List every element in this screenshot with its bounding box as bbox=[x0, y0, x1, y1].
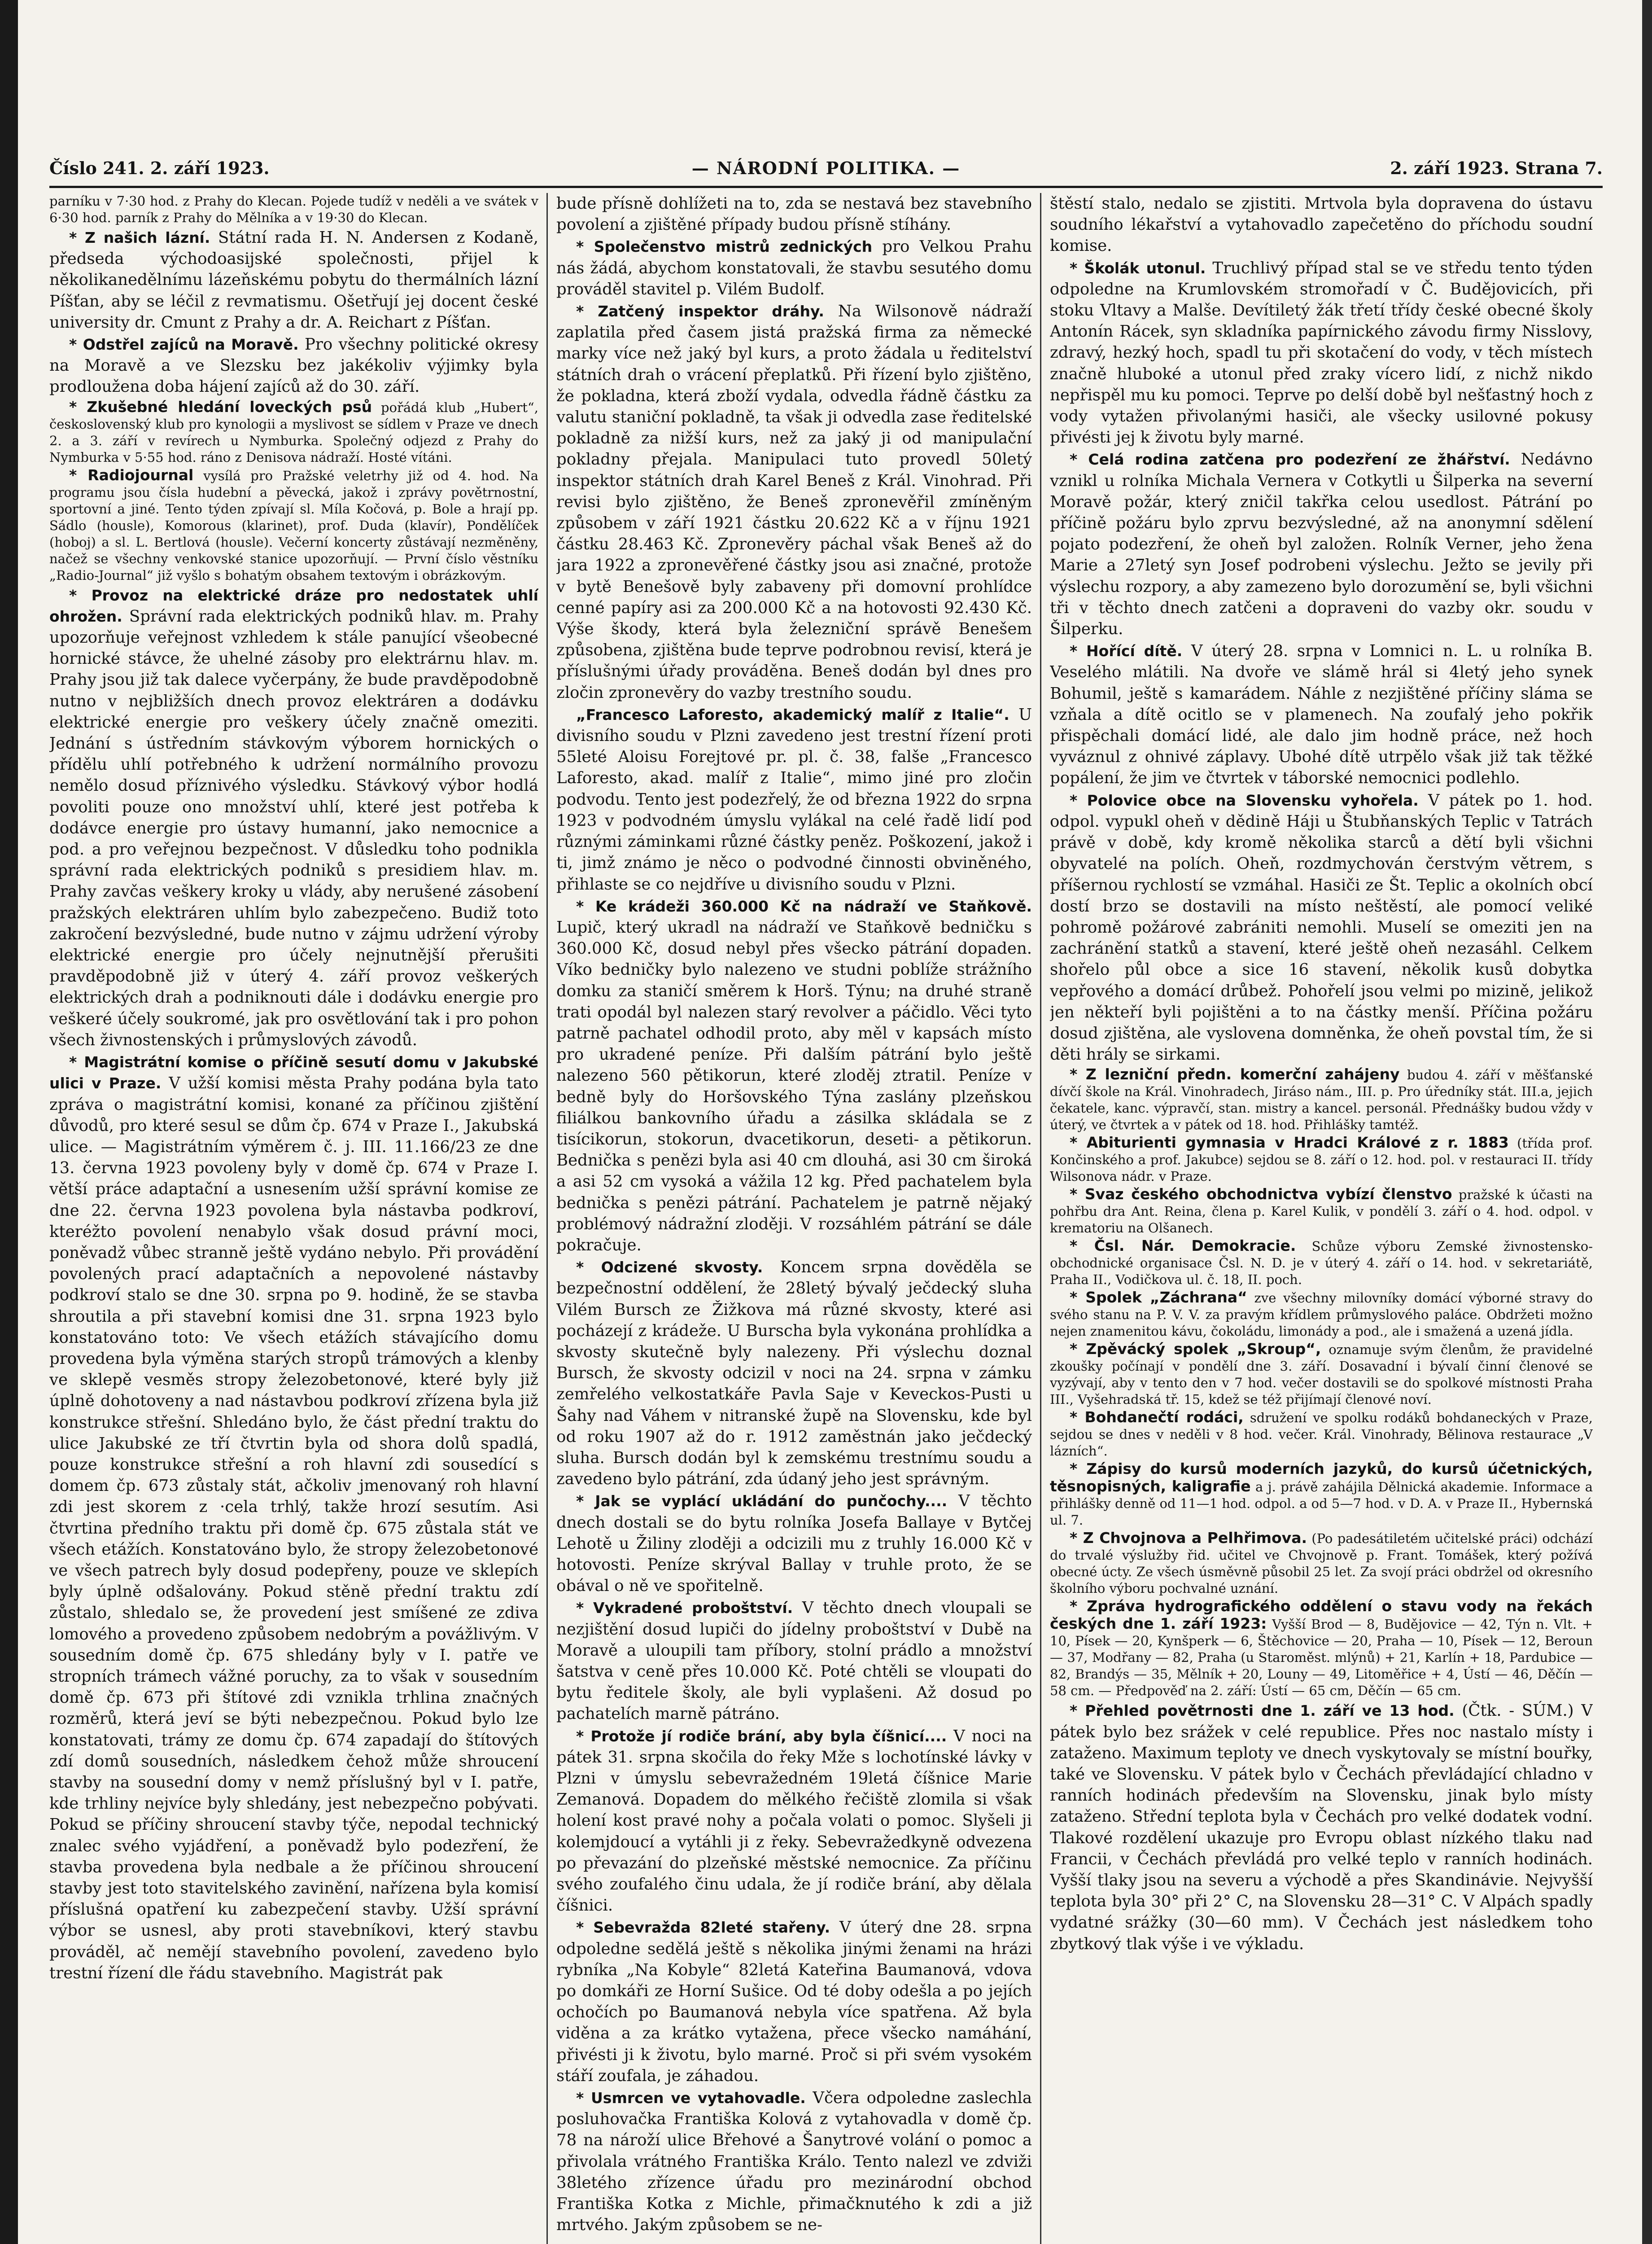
article-body: (třída prof. Končinského a prof. Jakubce) sejdou se 8. září o 12. hod. pol. v restauraci II. třídy Wilsonova nádr. v Praze. bbox=[1050, 1135, 1593, 1184]
article-headline: * Magistrátní komise o příčině sesutí domu v Jakubské ulici v Praze. bbox=[49, 1053, 538, 1092]
article-body: pražské k účasti na pohřbu dra Ant. Reina, člena p. Karel Kulik, v pondělí 3. září o 4. hod. odpol. v krematoriu na Olšanech. bbox=[1050, 1187, 1593, 1236]
article-headline: * Z Chvojnova a Pelhřimova. bbox=[1070, 1529, 1307, 1547]
article bbox=[49, 227, 538, 333]
header-rule bbox=[49, 186, 1603, 188]
article-body: Nedávno vznikl u rolníka Michala Vernera v Cotkytli u Šilperka na severní Moravě požár, který zničil takřka celou usedlost. Pátrání po příčině požáru bylo zprvu bezvýsledné, až na anonymní sdělení pojato podezření, že oheň byl založen. Rolník Verner, jeho žena Marie a 27letý syn Josef podrobeni výslechu. Ježto se jevily při výslechu rozpory, a aby zamezeno bylo dorozumění se, byli všichni tři v těchto dnech zatčeni a dopraveni do vazby okr. soudu v Šilperku. bbox=[1050, 450, 1593, 639]
article bbox=[1050, 1289, 1593, 1340]
article bbox=[49, 193, 538, 226]
issue-info: Číslo 241. 2. září 1923. bbox=[49, 158, 270, 178]
article-body: pořádá klub „Hubert“, československý klub pro kynologii a myslivost se sídlem v Praze ve dnech 2. a 3. září v revírech u Nymburka. Společný odjezd z Prahy do Nymburka v 5·55 hod. ráno z Denisova nádraží. Hosté vítáni. bbox=[49, 399, 538, 465]
scan-edge-right bbox=[1642, 0, 1652, 2244]
article-body: V těchto dnech vloupali se nezjištění dosud lupiči do jídelny proboštství v Dubě na Moravě a uloupili tam příbory, stolní prádlo a množství šatstva v ceně přes 10.000 Kč. Poté chtěli se vloupati do bytu ředitele školy, ale byli vyplašeni. Až dosud po pachatelích marně pátráno. bbox=[556, 1599, 1032, 1723]
article-body: Schůze výboru Zemské živnostensko-obchodnické organisace Čsl. N. D. je v úterý 4. září o 14. hod. v sekretariátě, Praha II., Vodičkova ul. č. 18, II. poch. bbox=[1050, 1239, 1593, 1288]
article bbox=[1050, 1134, 1593, 1185]
article-body: V úterý 28. srpna v Lomnici n. L. u rolníka B. Veselého mlátili. Na dvoře ve slámě hrál si 4letý jeho synek Bohumil, ještě s kamarádem. Náhle z nezjištěné příčiny sláma se vzňala a dítě ocitlo se v plamenech. Na zoufalý jeho pokřik přispěchali domácí lidé, ale dalo jim hodně práce, než hoch vyváznul z ohnivé záplavy. Ubohé dítě utrpělo však již tak těžké popálení, že jim ve čtvrtek v táborské nemocnici podlehlo. bbox=[1050, 642, 1593, 788]
column-divider bbox=[1040, 193, 1041, 2244]
article bbox=[1050, 1700, 1593, 1954]
article-body: a j. právě zahájila Dělnická akademie. Informace a přihlášky denně od 11—1 hod. odpol. a od 5—7 hod. v D. A. v Praze II., Hybernská ul. 7. bbox=[1050, 1479, 1593, 1528]
article bbox=[556, 193, 1032, 235]
article-body: zve všechny milovníky domácí výborné stravy do svého stanu na P. V. V. za pravým křídlem průmyslového paláce. Obdržeti možno nejen znamenitou kávu, čokoládu, limonády a pod., ale i smažená a uzená jídla. bbox=[1050, 1290, 1593, 1339]
article-body: Včera odpoledne zaslechla posluhovačka Františka Kolová z vytahovadla v domě čp. 78 na nároží ulice Břehové a Šanytrové volání o pomoc a přivolala vrátného Františka Králo. Tento nalezl ve zdviži 38letého zřízence úřadu pro mezinárodní obchod Františka Kotka z Michle, přimačknutého k zdi a již mrtvého. Jakým způsobem se ne- bbox=[556, 2089, 1032, 2235]
article-headline: * Abiturienti gymnasia v Hradci Králové z r. 1883 bbox=[1070, 1134, 1509, 1152]
article bbox=[1050, 449, 1593, 640]
article-headline: * Jak se vyplácí ukládání do punčochy.... bbox=[576, 1492, 948, 1510]
article-body: parníku v 7·30 hod. z Prahy do Klecan. Pojede tudíž v neděli a ve svátek v 6·30 hod. parník z Prahy do Mělníka a v 19·30 do Klecan. bbox=[49, 193, 538, 225]
article bbox=[49, 585, 538, 1051]
article bbox=[556, 1597, 1032, 1724]
article-headline: * Polovice obce na Slovensku vyhořela. bbox=[1070, 791, 1419, 809]
article-body: U divisního soudu v Plzni zavedeno jest trestní řízení proti 55leté Aloisu Forejtové pr. pl. č. 38, falše „Francesco Laforesto, akad. malíř z Italie“, mimo jiné pro zločin podvodu. Tento jest podezřelý, že od března 1922 do srpna 1923 v podvodném úmyslu vylákal na celé řadě lidí pod různými záminkami různé částky peněz. Poškození, jakož i ti, jimž známo je něco o podvodné činnosti obviněného, přihlaste se co nejdříve u divisního soudu v Plzni. bbox=[556, 705, 1032, 894]
article-body: Truchlivý případ stal se ve středu tento týden odpoledne na Krumlovském stromořadí v Č. Budějovicích, při stoku Vltavy a Malše. Devítiletý žák třetí třídy české obecné školy Antonín Rácek, syn skladníka papírnického závodu firmy Nisslovy, zdravý, hezký hoch, spadl tu při skotačení do vody, v těch místech značně hluboké a utonul před zraky vícero lidí, z nichž nikdo nepřispěl mu ku pomoci. Teprve po delší době byl nešťastný hoch z vody vytažen přivolanými hasiči, ale všecky usilovné pokusy přivésti jej k životu byly marné. bbox=[1050, 259, 1593, 447]
article-headline: * Hořící dítě. bbox=[1070, 642, 1183, 660]
article-body: (Čtk. - SÚM.) V pátek bylo bez srážek v celé republice. Přes noc nastalo místy i zataženo. Maximum teploty ve dnech vyskytovaly se místní bouřky, také ve Slovensku. V pátek bylo v Čechách převládající chladno v ranních hodinách především na Slovensku, jinak bylo místy zataženo. Střední teplota byla v Čechách pro velké dodatek vodní. Tlakové rozdělení ukazuje pro Evropu oblast nízkého tlaku nad Francii, v Čechách převládá pro velké teplo v ranních hodinách. Vyšší tlaky jsou na severu a východě a přes Skandinávie. Nejvyšší teplota byla 30° při 2° C, na Slovensku 28—31° C. V Alpách spadly vydatné srážky (30—60 mm). V Čechách jest následkem toho zbytkový tlak výše i ve výkladu. bbox=[1050, 1701, 1593, 1953]
article-headline: * Bohdanečtí rodáci, bbox=[1070, 1408, 1244, 1426]
article bbox=[556, 896, 1032, 1256]
article-body: štěstí stalo, nedalo se zjistiti. Mrtvola byla dopravena do ústavu soudního lékařství a vytahovadlo zapečetěno do příchodu soudní komise. bbox=[1050, 194, 1593, 255]
article bbox=[1050, 1341, 1593, 1408]
article-body: V noci na pátek 31. srpna skočila do řeky Mže s lochotínské lávky v Plzni v úmyslu sebevražedném 19letá číšnice Marie Zemanová. Dopadem do mělkého řečiště zlomila si však holení kost pravé nohy a počala volati o pomoc. Slyšeli ji kolemjdoucí a vytáhli ji z řeky. Sebevražedkyně odvezena po převazání do plzeňské městské nemocnice. Za příčinu svého zoufalého činu udala, že jí rodiče brání, aby dělala číšnici. bbox=[556, 1727, 1032, 1915]
article-headline: * Sebevražda 82leté stařeny. bbox=[576, 1919, 830, 1937]
masthead: — NÁRODNÍ POLITIKA. — bbox=[691, 158, 961, 178]
article bbox=[1050, 1409, 1593, 1459]
article bbox=[1050, 258, 1593, 448]
article bbox=[556, 1917, 1032, 2086]
column-1 bbox=[49, 193, 538, 2244]
article-body: vysílá pro Pražské veletrhy již od 4. hod. Na programu jsou čísla hudební a pěvecká, jakož i zprávy povětrnostní, sportovní a jiné. Tento týden zpívají sl. Míla Kočová, p. Bole a hrají pp. Sádlo (housle), Komorous (klarinet), prof. Duda (klavír), Pondělíček (hoboj) a sl. L. Bertlová (housle). Večerní koncerty zůstávají nezměněny, načež se všechny venkovské stanice upozorňují. — První číslo věstníku „Radio-Journal“ již vyšlo s bohatým obsahem textovým i obrázkovým. bbox=[49, 468, 538, 583]
article-headline: * Zpráva hydrografického oddělení o stavu vody na řekách českých dne 1. září 1923: bbox=[1050, 1597, 1593, 1633]
article-headline: * Přehled povětrnosti dne 1. září ve 13 hod. bbox=[1070, 1702, 1455, 1720]
article bbox=[1050, 1598, 1593, 1699]
article bbox=[1050, 1530, 1593, 1597]
article bbox=[1050, 1237, 1593, 1288]
article bbox=[49, 334, 538, 398]
article-headline: * Odcizené skvosty. bbox=[576, 1258, 763, 1276]
article-headline: * Z lezniční předn. komerční zahájeny bbox=[1070, 1065, 1400, 1083]
article-headline: * Společenstvo mistrů zednických bbox=[576, 238, 873, 256]
article bbox=[556, 236, 1032, 300]
article-body: pro Velkou Prahu nás žádá, abychom konstatovali, že stavbu sesutého domu prováděl stavitel p. Vilém Budolf. bbox=[556, 237, 1032, 298]
article-body: sdružení ve spolku rodáků bohdaneckých v Praze, sejdou se dnes v neděli v 8 hod. večer. Král. Vinohrady, Bělinova restaurace „V lázních“. bbox=[1050, 1410, 1593, 1459]
article-headline: * Zápisy do kursů moderních jazyků, do kursů účetnických, těsnopisných, kaligrafie bbox=[1050, 1460, 1593, 1495]
article-headline: * Školák utonul. bbox=[1070, 259, 1206, 277]
article bbox=[49, 467, 538, 584]
article-body: Vyšší Brod — 8, Budějovice — 42, Týn n. Vlt. + 10, Písek — 20, Kynšperk — 6, Štěchovice — 20, Praha — 10, Písek — 12, Beroun — 37, Modřany — 82, Praha (u Staroměst. mlýnů) + 21, Karlín + 18, Pardubice — 82, Brandýs — 35, Mělník + 20, Louny — 49, Litoměřice + 4, Ústí — 46, Děčín — 58 cm. — Předpověď na 2. září: Ústí — 65 cm, Děčín — 65 cm. bbox=[1050, 1617, 1593, 1699]
article-body: V úterý dne 28. srpna odpoledne sedělá ještě s několika jinými ženami na hrázi rybníka „Na Kobyle“ 82letá Kateřina Baumanová, vdova po domkáři ze Horní Sušice. Od té doby odešla a po jejích ochočích po Baumanová nebyla více spatřena. Až byla viděna a za krátko vytažena, přece všecko namáhání, přivésti ji k životu, bylo marné. Proč si při svém vysokém stáří zoufala, je záhadou. bbox=[556, 1918, 1032, 2085]
article bbox=[49, 1052, 538, 1984]
article-headline: „Francesco Laforesto, akademický malíř z Italie“. bbox=[576, 706, 1010, 723]
article-headline: * Provoz na elektrické dráze pro nedostatek uhlí ohrožen. bbox=[49, 586, 538, 625]
article-headline: * Usmrcen ve vytahovadle. bbox=[576, 2089, 806, 2107]
article bbox=[1050, 1066, 1593, 1133]
article-headline: * Z našich lázní. bbox=[69, 229, 210, 246]
page-header bbox=[49, 158, 1603, 185]
article bbox=[556, 1726, 1032, 1916]
article bbox=[1050, 640, 1593, 789]
column-3 bbox=[1050, 193, 1593, 2244]
article-body: Státní rada H. N. Andersen z Kodaně, předseda východoasijské společnosti, přijel k několikanedělnímu lázeňskému pobytu do thermálních lázní Píšťan, aby se léčil z revmatismu. Ošetřují jej docent české university dr. Cmunt z Prahy a dr. A. Reichart z Píšťan. bbox=[49, 228, 538, 332]
article-body: Koncem srpna dověděla se bezpečnostní oddělení, že 28letý bývalý ječdecký sluha Vilém Bursch ze Žižkova má různé skvosty, které asi pocházejí z krádeže. U Burscha byla vykonána prohlídka a skvosty skutečně byly nalezeny. Při výslechu doznal Bursch, že skvosty odcizil v noci na 24. srpna v zámku zemřelého velkostatkáře Pavla Saje v Keveckos-Pusti u Šahy nad Váhem v nitranské župě na Slovensku, kde byl od roku 1907 až do r. 1912 zaměstnán jako ječdecký sluha. Bursch dodán byl k zemskému trestnímu soudu a zavedeno bylo pátrání, zda údaný jeho jest správným. bbox=[556, 1258, 1032, 1489]
article-body: budou 4. září v měšťanské dívčí škole na Král. Vinohradech, Jiráso nám., III. p. Pro úředníky stát. III.a, jejich čekatele, kanc. výpravčí, stan. mistry a kancel. personál. Přednášky budou vždy v úterý, ve čtvrtek a v pátek od 18. hod. Přihlášky tamtéž. bbox=[1050, 1067, 1593, 1133]
article-headline: * Čsl. Nár. Demokracie. bbox=[1070, 1237, 1296, 1255]
article-body: bude přísně dohlížeti na to, zda se nestavá bez stavebního povolení a zjištěné případy budou přísně stíhány. bbox=[556, 194, 1032, 234]
article-headline: * Zpěvácký spolek „Skroup“, bbox=[1070, 1340, 1321, 1358]
article-headline: * Spolek „Záchrana“ bbox=[1070, 1289, 1247, 1306]
article bbox=[49, 399, 538, 466]
article bbox=[556, 1257, 1032, 1490]
article-body: Správní rada elektrických podniků hlav. m. Prahy upozorňuje veřejnost vzhledem k stále panující všeobecné hornické stávce, že uhelné zásoby pro elektrárnu hlav. m. Prahy jsou již tak dalece vyčerpány, že bude pravděpodobně nutno v nejbližších dnech provoz elektráren a dodávku elektrické energie pro veškery účely značně omeziti. Jednání s ústředním stávkovým výborem hornických o přídělu uhlí potřebného k udržení normálního provozu nemělo dosud příznivého výsledku. Stávkový výbor hodlá povoliti pouze ono množství uhlí, které jest potřeba k dodávce energie pro ústavy humanní, jako nemocnice a pod. a pro veřejnou bezpečnost. V důsledku toho podnikla správní rada elektrických podniků s presidiem hlav. m. Prahy zavčas veškery kroky u vlády, aby nerušené zásobení pražských elektráren uhlím bylo zabezpečeno. Budiž toto zakročení bezvýsledné, bude nutno v zájmu udržení výroby elektrické energie pro účely nejnutnější přerušiti pravděpodobně již v úterý 4. září provoz veškerých elektrických drah a podniknouti dále i dodávku energie pro veškeré účely soukromé, jak pro osvětlování tak i pro pohon všech živnostenských i průmyslových závodů. bbox=[49, 607, 538, 1049]
article-body: Pro všechny politické okresy na Moravě a ve Slezsku bez jakékoliv výjimky byla prodloužena doba hájení zajíců až do 30. září. bbox=[49, 335, 538, 396]
article-body: oznamuje svým členům, že pravidelné zkoušky počínají v pondělí dne 3. září. Dosavadní i bývalí činní členové se vyzývají, aby v tento den v 7 hod. večer dostavili se do spolkové místnosti Praha III., Vyšehradská tř. 15, kdež se též přijímají členové noví. bbox=[1050, 1342, 1593, 1407]
article-headline: * Vykradené proboštství. bbox=[576, 1599, 793, 1617]
scan-edge-left bbox=[0, 0, 18, 2244]
article bbox=[556, 1490, 1032, 1596]
article-headline: * Celá rodina zatčena pro podezření ze žhářství. bbox=[1070, 451, 1510, 469]
article-headline: * Zatčený inspektor dráhy. bbox=[576, 302, 824, 320]
column-divider bbox=[546, 193, 548, 2244]
article bbox=[556, 301, 1032, 703]
article bbox=[556, 704, 1032, 895]
article-body: (Po padesátiletém učitelské práci) odchází do trvalé výslužby řid. učitel ve Chvojnově p. Frant. Tomášek, který požívá obecné úcty. Ze všech úsměvně působil 25 let. Za svojí práci obdržel od okresního školního výboru pochvalné uznání. bbox=[1050, 1531, 1593, 1596]
article-body: Lupič, který ukradl na nádraží ve Staňkově bedničku s 360.000 Kč, dosud nebyl přes všecko pátrání dopaden. Víko bedničky bylo nalezeno ve studni poblíže strážního domku za staničí směrem k Horš. Týnu; na druhé straně trati opodál byl nalezen starý revolver a páčidlo. Věci tyto patrně pachatel odhodil proto, aby měl v kapsách místo pro ukradené peníze. Při dalším pátrání bylo ještě nalezeno 560 pětikorun, které zloděj ztratil. Peníze v bedně byly do Horšovského Týna zaslány plzeňskou filiálkou bankovního úřadu a zásilka skládala se z tisícikorun, stokorun, dvacetikorun, deseti- a pětikorun. Bednička s penězi byla asi 40 cm dlouhá, asi 30 cm široká a asi 52 cm vysoká a vážila 12 kg. Před pachatelem byla bednička s penězi pátrání. Pachatelem je patrně nějaký problémový nádražní zloději. V rozsáhlém pátrání se dále pokračuje. bbox=[556, 918, 1032, 1254]
article bbox=[556, 2087, 1032, 2235]
article-body: V užší komisi města Prahy podána byla tato zpráva o magistrátní komisi, konané za příčinou zjištění důvodů, pro které sesul se dům čp. 674 v Praze I., Jakubská ulice. — Magistrátním výměrem č. j. III. 11.166/23 ze dne 13. června 1923 povoleny byly v domě čp. 674 v Praze I. větší práce adaptační a usnesením užší správní komise ze dne 22. června 1923 povolena byla nástavba podkroví, kteréžto povolení nenabylo však dosud právní moci, poněvadž vůbec stranně ještě vydáno nebylo. Při provádění povolených prací adaptačních a nepovolené nástavby podkroví stalo se dne 30. srpna po 9. hodině, že se stavba shroutila a při stavební komisi dne 31. srpna 1923 bylo konstatováno toto: Ve všech etážích stávajícího domu provedena byla výměna starých stropů trámových a klenby ve sklepě vesměs stropy železobetonové, které byly již úplně dohotoveny a nad nástavbou podkroví zřízena byla již konstrukce střešní. Shledáno bylo, že část přední traktu do ulice Jakubské ze tří čtvrtin byla od shora dolů spadlá, pouze konstrukce střešní a roh hlavní zdi sousedící s domem čp. 673 zůstaly stát, ačkoliv jmenovaný roh hlavní zdi jest skorem z ·cela trhlý, takže hrozí sesutím. Asi čtvrtina předního traktu při domě čp. 675 zůstala stát ve všech etážích. Konstatováno bylo, že stropy železobetonové ve všech patrech byly dosud podepřeny, pouze ve sklepích byly úplně odšalovány. Pokud stěně přední traktu zdí zůstalo, shledalo se, že provedení jest smíšené ze zdiva lomového a provedeno způsobem nedobrým a povážlivým. V sousedním domě čp. 675 shledány byly v I. patře ve stropních trámech vážné poruchy, za to však v sousedním domě čp. 673 při štítové zdi vznikla trhlina značných rozměrů, která jeví se býti nebezpečnou. Pokud bylo lze konstatovati, trámy ze domu čp. 674 zapadají do štítových zdí domů sousedních, následkem čehož může shroucení stavby na sousední domy v nemž příslušný byl v I. patře, kde trhliny nejvíce byly shledány, jest nebezpečno pobývati. Pokud se příčiny shroucení stavby týče, nepodal technický znalec svého vyjádření, a poněvadž bylo podezření, že stavba provedena byla nedbale a že příčinou shroucení stavby jest toto stavitelského zavinění, nařízena byla komisí příslušná opatření ku zabezpečení stavby. Užší správní výbor se usnesl, aby proti stavebníkovi, který stavbu prováděl, ač nemějí stavebního povolení, zavedeno bylo trestní řízení dle řádu stavebního. Magistrát pak bbox=[49, 1074, 538, 1982]
article bbox=[1050, 1460, 1593, 1529]
article-headline: * Radiojournal bbox=[69, 466, 194, 484]
article-headline: * Odstřel zajíců na Moravě. bbox=[69, 336, 299, 354]
article-body: V těchto dnech dostali se do bytu rolníka Josefa Ballaye v Bytčej Lehotě u Žiliny zloději a odcizili mu z truhly 16.000 Kč v hotovosti. Peníze skrýval Ballay v truhle proto, že se obával o ně ve spořitelně. bbox=[556, 1492, 1032, 1595]
article-body: V pátek po 1. hod. odpol. vypukl oheň v dědině Háji u Štubňanských Teplic v Tatrách právě v době, kdy kromě několika starců a dětí byli všichni obyvatelé na polích. Oheň, rozdmychován čerstvým větrem, s příšernou rychlostí se vzmáhal. Hasiči ze Št. Teplic a okolních obcí dostí brzo se dostavili na místo neštěstí, ale pomocí veliké pohromě požárové zabrániti nemohli. Muselí se omeziti jen na zachránění statků a stavení, které ještě oheň nezasáhl. Celkem shořelo půl obce a sice 16 stavení, několik kusů dobytka vepřového a domácí drůbež. Pohořelí jsou velmi po mizině, jelikož jen někteří byli pojištěni a to na částky menší. Příčina požáru dosud zjištěna, ale vyslovena domněnka, že oheň povstal tím, že si děti hrály se sirkami. bbox=[1050, 791, 1593, 1064]
article bbox=[1050, 193, 1593, 257]
page-number: 2. září 1923. Strana 7. bbox=[1390, 158, 1603, 178]
column-2 bbox=[556, 193, 1032, 2244]
article-headline: * Ke krádeži 360.000 Kč na nádraží ve Staňkově. bbox=[576, 897, 1032, 915]
article bbox=[1050, 1186, 1593, 1236]
article-headline: * Zkušebné hledání loveckých psů bbox=[69, 398, 372, 416]
article-body: Na Wilsonově nádraží zaplatila před časem jistá pražská firma za německé marky více než jaký byl kurs, a proto žádala u ředitelství státních drah o vrácení přeplatků. Při řízení bylo zjištěno, že pokladna, která zboží vydala, odvedla řádně částku za valutu staniční pokladně, ta však ji odvedla zase ředitelské pokladně za nižší kurs, než za jaký ji od manipulační pokladny přejala. Manipulaci tuto provedl 50letý inspektor státních drah Karel Beneš z Král. Vinohrad. Při revisi bylo zjištěno, že Beneš zpronevěřil zmíněným způsobem v září 1921 částku 20.622 Kč a v říjnu 1921 částku 28.463 Kč. Zpronevěry páchal však Beneš až do jara 1922 a zpronevěřené částky jsou asi značné, protože v bytě Benešově byly zabaveny při domovní prohlídce cenné papíry asi za 200.000 Kč a na hotovosti 92.430 Kč. Výše škody, která byla železniční správě Benešem způsobena, zjištěna bude teprve podrobnou revisí, která je příslušnými úřady prováděna. Beneš dodán byl dnes pro zločin zpronevěry do vazby trestního soudu. bbox=[556, 302, 1032, 702]
article bbox=[1050, 790, 1593, 1065]
article-headline: * Protože jí rodiče brání, aby byla číšnicí.... bbox=[576, 1727, 947, 1745]
article-headline: * Svaz českého obchodnictva vybízí členstvo bbox=[1070, 1185, 1452, 1203]
